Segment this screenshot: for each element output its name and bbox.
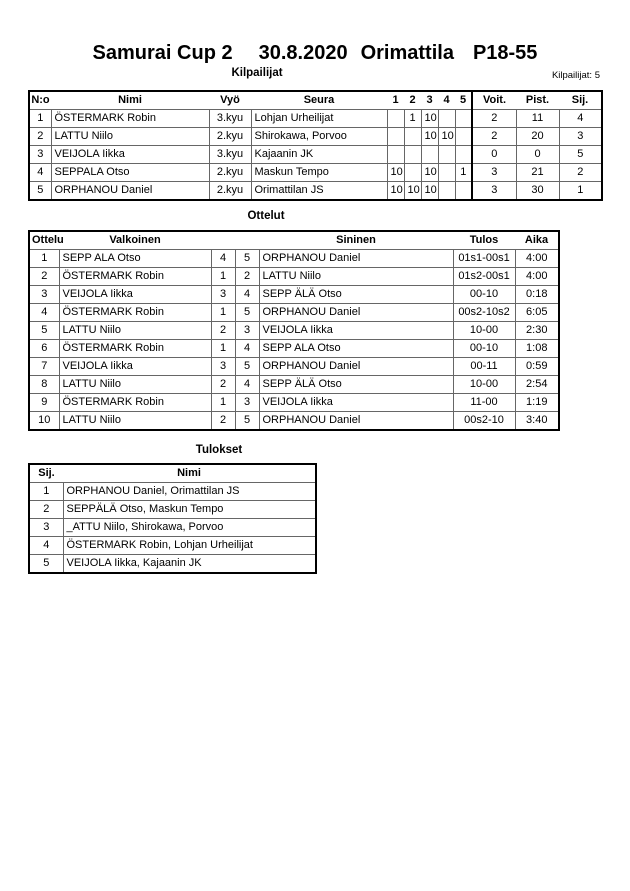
table-cell: 5 — [235, 412, 259, 431]
column-header-ottelu: Ottelu — [29, 231, 59, 250]
title-category: P18-55 — [472, 42, 538, 64]
table-cell: 5 — [29, 182, 51, 201]
table-cell: SEPPÄLÄ Otso, Maskun Tempo — [63, 501, 316, 519]
section-title-kilpailijat: Kilpailijat — [231, 67, 283, 79]
table-cell: 10 — [387, 164, 404, 182]
table-cell: 1 — [559, 182, 602, 201]
column-header-2: 2 — [404, 91, 421, 110]
table-cell: SEPP ÄLÄ Otso — [259, 286, 453, 304]
table-cell — [404, 164, 421, 182]
table-cell: 00-10 — [453, 340, 515, 358]
table-cell: ÖSTERMARK Robin — [59, 394, 211, 412]
table-cell: 3 — [29, 286, 59, 304]
table-cell: 1 — [211, 340, 235, 358]
table-cell: 1 — [211, 268, 235, 286]
table-row — [29, 128, 602, 146]
table-cell: 3:40 — [515, 412, 559, 431]
table-cell: 00s2-10 — [453, 412, 515, 431]
table-cell: 0:59 — [515, 358, 559, 376]
table-cell: 2 — [211, 322, 235, 340]
table-cell: 3 — [235, 322, 259, 340]
table-cell: LATTU Niilo — [59, 322, 211, 340]
column-header-4: 4 — [438, 91, 455, 110]
table-cell — [438, 110, 455, 128]
page-title — [0, 42, 630, 65]
table-cell: 00-10 — [453, 286, 515, 304]
table-cell: 1 — [29, 250, 59, 268]
table-cell: 6:05 — [515, 304, 559, 322]
table-cell: 2 — [29, 501, 63, 519]
table-row — [29, 110, 602, 128]
table-cell: 2.kyu — [209, 182, 251, 201]
table-cell: 3 — [235, 394, 259, 412]
title-location: Orimattila — [360, 42, 454, 64]
table-cell: LATTU Niilo — [59, 412, 211, 431]
table-cell: 5 — [29, 322, 59, 340]
table-cell: 4 — [235, 376, 259, 394]
kilpailijat-body — [29, 110, 602, 201]
table-cell: 3 — [29, 146, 51, 164]
table-cell — [455, 146, 472, 164]
table-cell: 4 — [211, 250, 235, 268]
table-cell: ORPHANOU Daniel — [51, 182, 209, 201]
table-cell: 2 — [29, 128, 51, 146]
table-cell: VEIJOLA Iikka — [51, 146, 209, 164]
table-cell: SEPPALA Otso — [51, 164, 209, 182]
table-cell: Kajaanin JK — [251, 146, 387, 164]
table-cell: Orimattilan JS — [251, 182, 387, 201]
table-cell: LATTU Niilo — [259, 268, 453, 286]
table-cell: ORPHANOU Daniel — [259, 304, 453, 322]
table-cell: 2:54 — [515, 376, 559, 394]
table-cell — [404, 128, 421, 146]
table-cell: 1:08 — [515, 340, 559, 358]
table-cell: 4 — [29, 304, 59, 322]
column-header-vyo: Vyö — [209, 91, 251, 110]
tulokset-table — [28, 463, 317, 574]
table-cell: 00s2-10s2 — [453, 304, 515, 322]
table-cell: 3 — [29, 519, 63, 537]
table-cell: 1 — [211, 304, 235, 322]
table-cell — [421, 146, 438, 164]
table-cell: VEIJOLA Iikka, Kajaanin JK — [63, 555, 316, 574]
column-header-white-no — [211, 231, 235, 250]
table-row — [29, 286, 559, 304]
table-cell: 4:00 — [515, 268, 559, 286]
table-cell: 4:00 — [515, 250, 559, 268]
competitor-count-label: Kilpailijat: 5 — [551, 70, 600, 81]
title-event: Samurai Cup 2 — [92, 42, 233, 64]
table-cell: 1 — [211, 394, 235, 412]
table-cell: ÖSTERMARK Robin — [59, 340, 211, 358]
table-cell: 4 — [29, 164, 51, 182]
table-cell: 3.kyu — [209, 146, 251, 164]
table-cell: 2 — [29, 268, 59, 286]
column-header-nimi: Nimi — [63, 464, 316, 483]
table-cell: 2.kyu — [209, 128, 251, 146]
table-cell — [455, 110, 472, 128]
kilpailijat-table — [28, 90, 603, 201]
table-cell: 1 — [455, 164, 472, 182]
table-cell: 01s1-00s1 — [453, 250, 515, 268]
table-row — [29, 412, 559, 431]
table-cell: ÖSTERMARK Robin — [51, 110, 209, 128]
column-header-no: N:o — [29, 91, 51, 110]
table-cell: 5 — [235, 358, 259, 376]
table-row — [29, 537, 316, 555]
table-cell: 1 — [29, 483, 63, 501]
table-cell: 2 — [472, 110, 516, 128]
table-row — [29, 182, 602, 201]
table-row — [29, 340, 559, 358]
table-cell: 0 — [472, 146, 516, 164]
column-header-blue-no — [235, 231, 259, 250]
column-header-nimi: Nimi — [51, 91, 209, 110]
column-header-seura: Seura — [251, 91, 387, 110]
table-cell: 2 — [235, 268, 259, 286]
kilpailijat-header-row — [29, 91, 602, 110]
table-cell: VEIJOLA Iikka — [259, 322, 453, 340]
table-cell: 3 — [472, 182, 516, 201]
table-cell: 1 — [29, 110, 51, 128]
table-row — [29, 268, 559, 286]
table-cell: 11-00 — [453, 394, 515, 412]
column-header-aika: Aika — [515, 231, 559, 250]
table-cell: 10-00 — [453, 322, 515, 340]
table-cell: 3 — [559, 128, 602, 146]
table-cell: 7 — [29, 358, 59, 376]
tulokset-body — [29, 483, 316, 574]
table-cell — [455, 182, 472, 201]
table-cell: 5 — [559, 146, 602, 164]
table-cell — [404, 146, 421, 164]
table-row — [29, 304, 559, 322]
table-cell — [438, 164, 455, 182]
table-cell: VEIJOLA Iikka — [59, 358, 211, 376]
table-cell: LATTU Niilo — [51, 128, 209, 146]
table-cell: VEIJOLA Iikka — [259, 394, 453, 412]
column-header-1: 1 — [387, 91, 404, 110]
table-cell: SEPP ALA Otso — [259, 340, 453, 358]
table-cell: 2 — [559, 164, 602, 182]
table-cell: 11 — [516, 110, 559, 128]
table-cell: ÖSTERMARK Robin — [59, 304, 211, 322]
table-cell: 3.kyu — [209, 110, 251, 128]
table-cell: 5 — [29, 555, 63, 574]
table-cell: ÖSTERMARK Robin — [59, 268, 211, 286]
column-header-sij: Sij. — [559, 91, 602, 110]
table-cell: SEPP ÄLÄ Otso — [259, 376, 453, 394]
column-header-valkoinen: Valkoinen — [59, 231, 211, 250]
table-cell: 4 — [559, 110, 602, 128]
column-header-pist: Pist. — [516, 91, 559, 110]
table-cell — [455, 128, 472, 146]
table-cell: 8 — [29, 376, 59, 394]
column-header-voit: Voit. — [472, 91, 516, 110]
column-header-sininen: Sininen — [259, 231, 453, 250]
table-cell: ORPHANOU Daniel — [259, 358, 453, 376]
table-cell: 2:30 — [515, 322, 559, 340]
table-row — [29, 164, 602, 182]
table-row — [29, 519, 316, 537]
table-row — [29, 358, 559, 376]
table-cell: 6 — [29, 340, 59, 358]
table-row — [29, 376, 559, 394]
table-cell: 0 — [516, 146, 559, 164]
table-row — [29, 146, 602, 164]
ottelut-header-row — [29, 231, 559, 250]
table-cell: 20 — [516, 128, 559, 146]
table-cell: 00-11 — [453, 358, 515, 376]
table-cell: 10 — [438, 128, 455, 146]
table-cell: ORPHANOU Daniel, Orimattilan JS — [63, 483, 316, 501]
table-cell: 01s2-00s1 — [453, 268, 515, 286]
table-cell — [387, 110, 404, 128]
table-cell: 2 — [211, 376, 235, 394]
table-cell: 3 — [472, 164, 516, 182]
table-cell: 10 — [421, 128, 438, 146]
table-cell: 10 — [387, 182, 404, 201]
column-header-sij: Sij. — [29, 464, 63, 483]
table-cell: 21 — [516, 164, 559, 182]
table-cell: 5 — [235, 304, 259, 322]
table-cell: Shirokawa, Porvoo — [251, 128, 387, 146]
tulokset-header-row — [29, 464, 316, 483]
column-header-5: 5 — [455, 91, 472, 110]
table-cell: 0:18 — [515, 286, 559, 304]
column-header-tulos: Tulos — [453, 231, 515, 250]
table-cell: 9 — [29, 394, 59, 412]
table-cell: 4 — [235, 340, 259, 358]
table-row — [29, 555, 316, 574]
table-cell: ORPHANOU Daniel — [259, 412, 453, 431]
table-cell: 4 — [235, 286, 259, 304]
table-row — [29, 394, 559, 412]
table-cell: 30 — [516, 182, 559, 201]
table-cell: 1:19 — [515, 394, 559, 412]
table-cell: 3 — [211, 286, 235, 304]
table-cell — [387, 146, 404, 164]
table-cell: 5 — [235, 250, 259, 268]
table-cell: SEPP ALA Otso — [59, 250, 211, 268]
table-cell: _ATTU Niilo, Shirokawa, Porvoo — [63, 519, 316, 537]
table-cell: 2.kyu — [209, 164, 251, 182]
table-row — [29, 501, 316, 519]
table-cell: 1 — [404, 110, 421, 128]
table-cell — [438, 182, 455, 201]
table-cell: VEIJOLA Iikka — [59, 286, 211, 304]
table-row — [29, 250, 559, 268]
table-cell: ORPHANOU Daniel — [259, 250, 453, 268]
table-cell: 10 — [404, 182, 421, 201]
table-row — [29, 483, 316, 501]
table-cell: Lohjan Urheilijat — [251, 110, 387, 128]
table-cell: 10 — [421, 110, 438, 128]
table-cell: 10-00 — [453, 376, 515, 394]
title-date: 30.8.2020 — [258, 42, 348, 64]
ottelut-body — [29, 250, 559, 431]
section-title-tulokset: Tulokset — [195, 444, 243, 456]
table-cell: Maskun Tempo — [251, 164, 387, 182]
table-cell: 4 — [29, 537, 63, 555]
table-cell — [387, 128, 404, 146]
table-cell: LATTU Niilo — [59, 376, 211, 394]
table-cell: 10 — [421, 164, 438, 182]
table-cell — [438, 146, 455, 164]
table-cell: 10 — [29, 412, 59, 431]
column-header-3: 3 — [421, 91, 438, 110]
table-cell: 2 — [211, 412, 235, 431]
table-cell: 2 — [472, 128, 516, 146]
section-title-ottelut: Ottelut — [247, 210, 285, 222]
table-row — [29, 322, 559, 340]
ottelut-table — [28, 230, 560, 431]
table-cell: 3 — [211, 358, 235, 376]
table-cell: 10 — [421, 182, 438, 201]
table-cell: ÖSTERMARK Robin, Lohjan Urheilijat — [63, 537, 316, 555]
